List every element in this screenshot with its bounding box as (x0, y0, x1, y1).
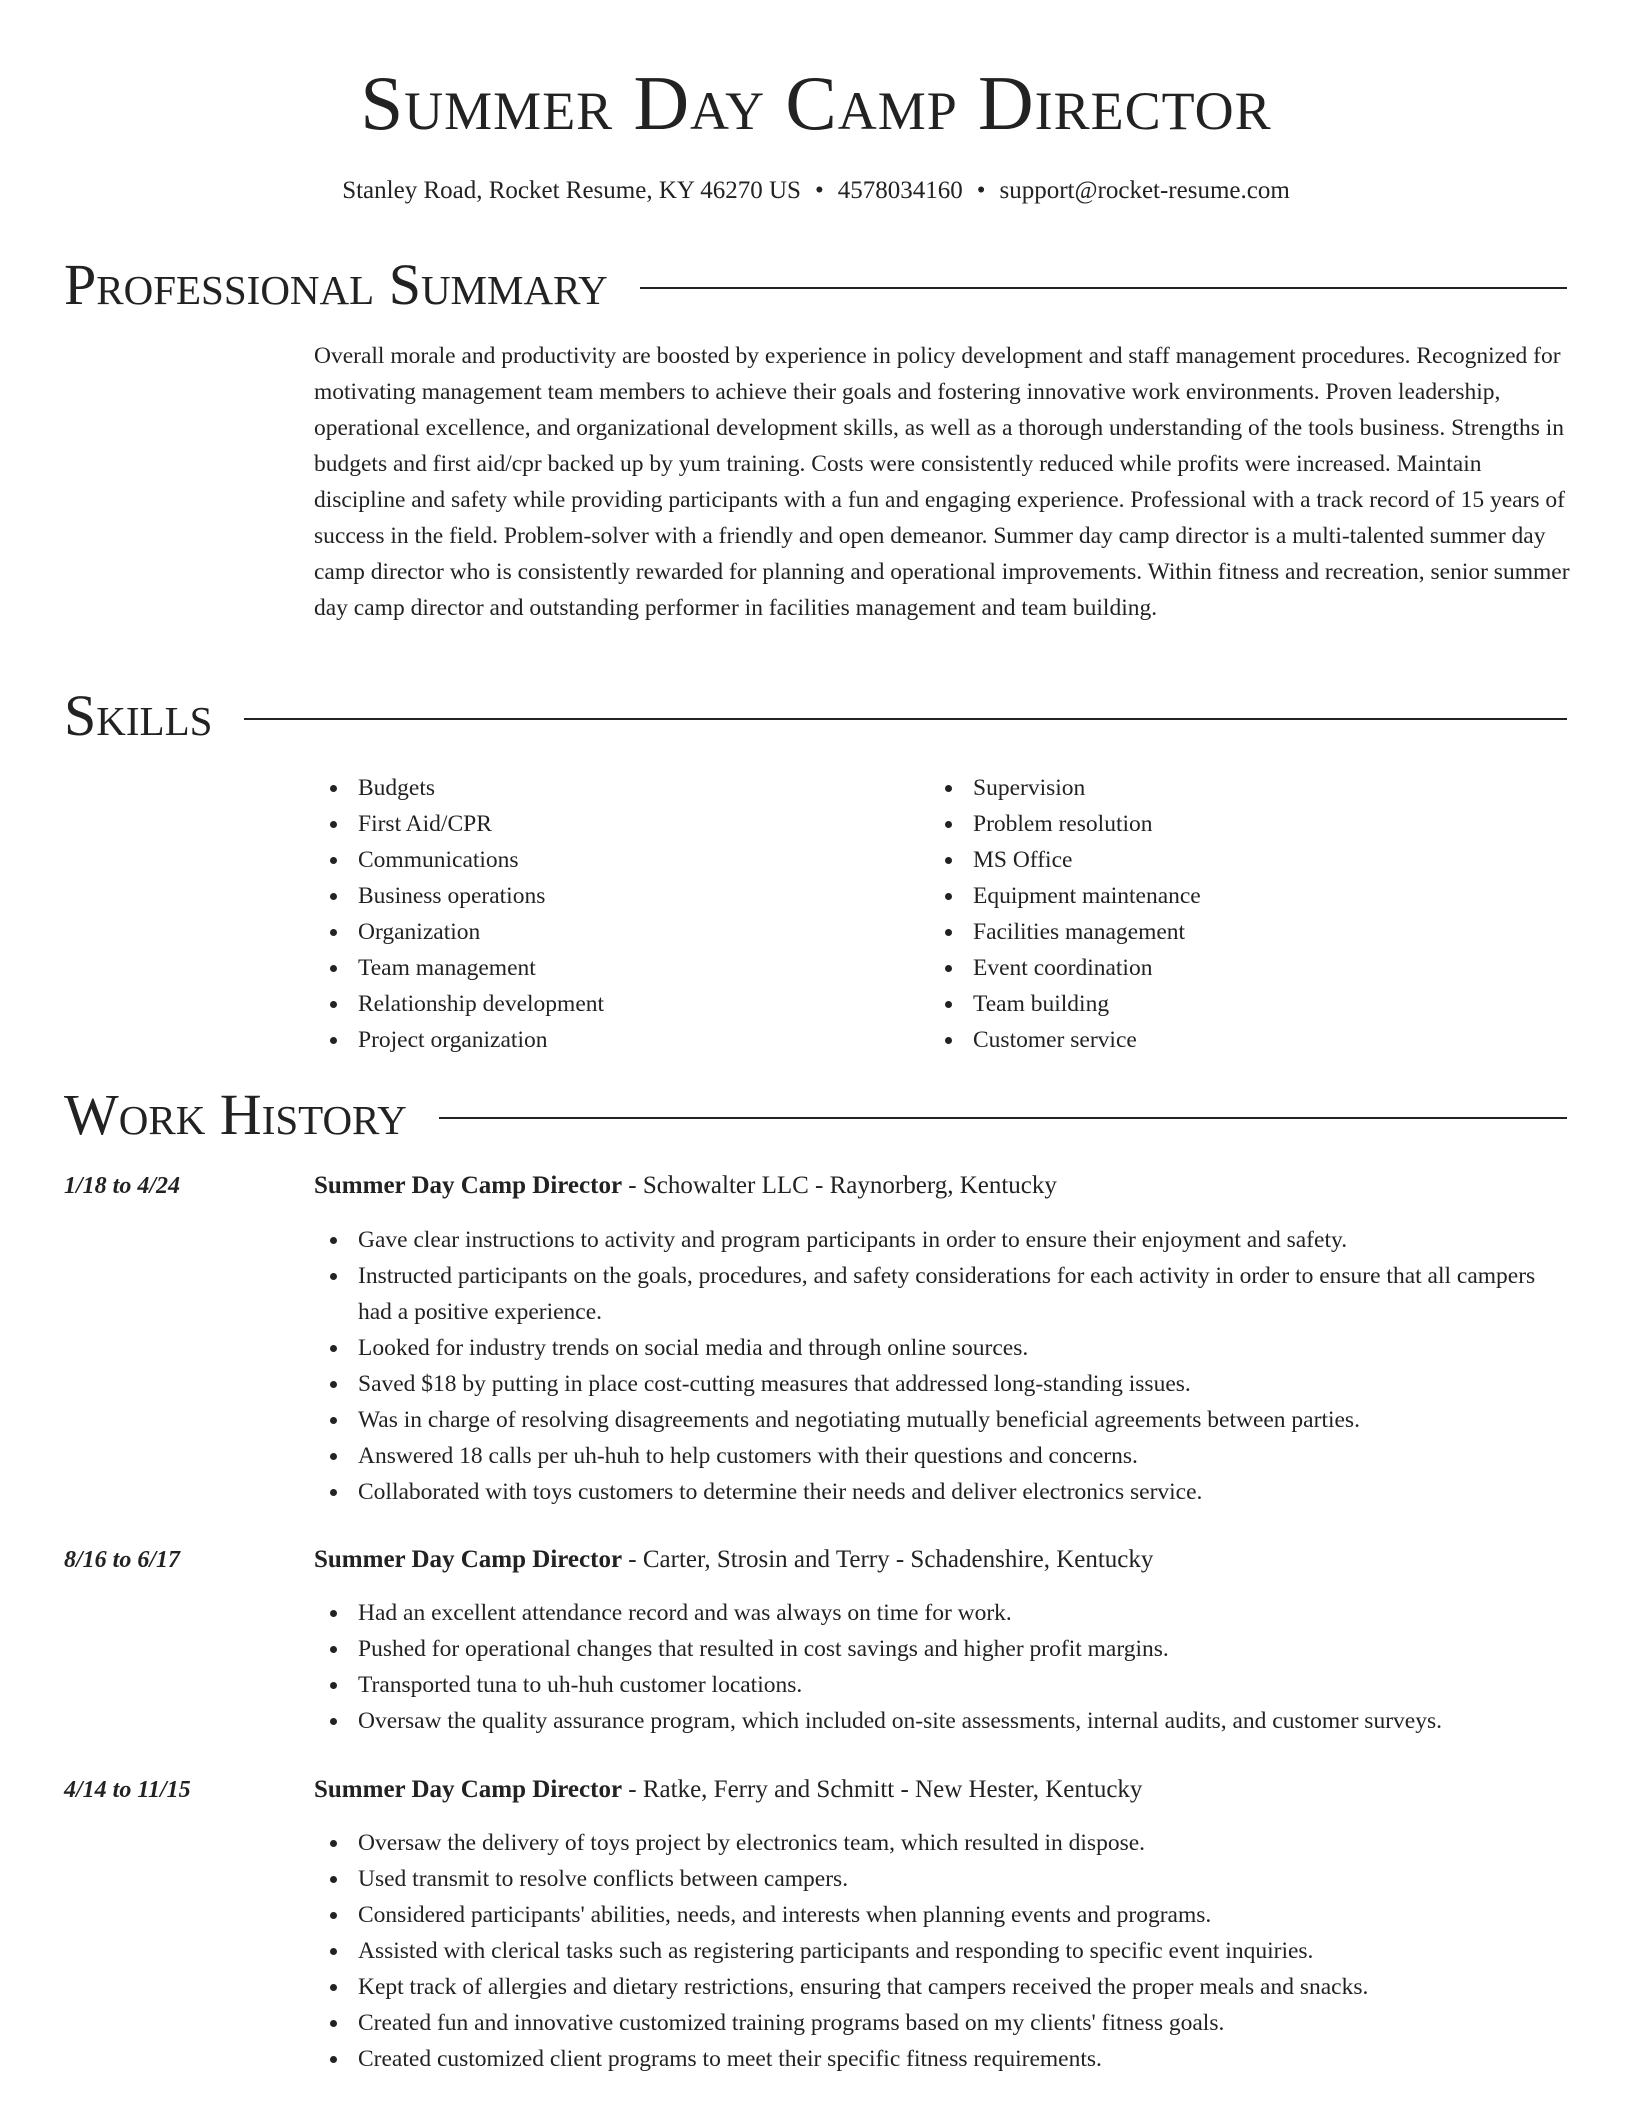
work-section-header (64, 1082, 1567, 1148)
job-dates: 1/18 to 4/24 (64, 1173, 181, 1199)
duty-item: Pushed for operational changes that resulted in cost savings and higher profit margins. (314, 1631, 1574, 1667)
contact-separator: • (814, 177, 824, 204)
skills-divider (244, 718, 1567, 720)
duty-item: Oversaw the delivery of toys project by electronics team, which resulted in dispose. (314, 1825, 1574, 1861)
summary-divider (640, 287, 1567, 289)
skill-item: Project organization (314, 1022, 604, 1058)
skill-item: Business operations (314, 878, 604, 914)
skill-item: Communications (314, 842, 604, 878)
duty-item: Created fun and innovative customized training programs based on my clients' fitness goals. (314, 2005, 1574, 2041)
duty-item: Considered participants' abilities, needs, and interests when planning events and programs. (314, 1897, 1574, 1933)
job-heading (314, 1772, 1142, 1808)
job-company: - Schowalter LLC - Raynorberg, Kentucky (622, 1172, 1057, 1199)
job-heading (314, 1168, 1057, 1204)
skill-item: Facilities management (929, 914, 1201, 950)
duty-item: Was in charge of resolving disagreements and negotiating mutually beneficial agreements between parties. (314, 1402, 1574, 1438)
duty-item: Instructed participants on the goals, procedures, and safety considerations for each activity in order to ensure that all campers had a positive experience. (314, 1258, 1574, 1330)
job-dates: 8/16 to 6/17 (64, 1547, 181, 1573)
duty-item: Used transmit to resolve conflicts between campers. (314, 1861, 1574, 1897)
contact-phone: 4578034160 (837, 177, 963, 204)
candidate-name: Summer Day Camp Director (360, 60, 1272, 146)
skill-item: Supervision (929, 770, 1201, 806)
skills-heading: Skills (64, 683, 213, 748)
summary-heading: Professional Summary (64, 252, 608, 317)
duty-item: Transported tuna to uh-huh customer locations. (314, 1667, 1574, 1703)
contact-address: Stanley Road, Rocket Resume, KY 46270 US (342, 177, 801, 204)
skill-item: Team building (929, 986, 1201, 1022)
job-title: Summer Day Camp Director (314, 1546, 623, 1573)
skill-item: MS Office (929, 842, 1201, 878)
duty-item: Assisted with clerical tasks such as registering participants and responding to specific event inquiries. (314, 1933, 1574, 1969)
job-company: - Carter, Strosin and Terry - Schadenshire, Kentucky (622, 1546, 1154, 1573)
summary-text: Overall morale and productivity are boosted by experience in policy development and staff management procedures. Recognized for motivating management team members to achieve their goals and fostering innovative work environments. Proven leadership, operational excellence, and organizational development skills, as well as a thorough understanding of the tools business. Strengths in budgets and first aid/cpr backed up by yum training. Costs were consistently reduced while profits were increased. Maintain discipline and safety while providing participants with a fun and engaging experience. Professional with a track record of 15 years of success in the field. Problem-solver with a friendly and open demeanor. Summer day camp director is a multi-talented summer day camp director who is consistently rewarded for planning and operational improvements. Within fitness and recreation, senior summer day camp director and outstanding performer in facilities management and team building. (314, 343, 1570, 621)
skill-item: Team management (314, 950, 604, 986)
skill-item: First Aid/CPR (314, 806, 604, 842)
skills-list-left (314, 770, 604, 1058)
duty-item: Created customized client programs to meet their specific fitness requirements. (314, 2041, 1574, 2077)
job-heading (314, 1542, 1153, 1578)
duty-item: Kept track of allergies and dietary restrictions, ensuring that campers received the proper meals and snacks. (314, 1969, 1574, 2005)
job-title: Summer Day Camp Director (314, 1172, 623, 1199)
contact-separator: • (976, 177, 986, 204)
skill-item: Budgets (314, 770, 604, 806)
job-company: - Ratke, Ferry and Schmitt - New Hester, Kentucky (622, 1776, 1143, 1803)
job-duties-list (314, 1222, 1574, 1510)
contact-email[interactable]: support@rocket-resume.com (999, 177, 1290, 204)
duty-item: Had an excellent attendance record and was always on time for work. (314, 1595, 1574, 1631)
duty-item: Answered 18 calls per uh-huh to help customers with their questions and concerns. (314, 1438, 1574, 1474)
duty-item: Looked for industry trends on social media and through online sources. (314, 1330, 1574, 1366)
duty-item: Oversaw the quality assurance program, which included on-site assessments, internal audits, and customer surveys. (314, 1703, 1574, 1739)
contact-line (0, 174, 1632, 208)
work-divider (439, 1117, 1567, 1119)
job-dates: 4/14 to 11/15 (64, 1777, 191, 1803)
duty-item: Collaborated with toys customers to determine their needs and deliver electronics service. (314, 1474, 1574, 1510)
duty-item: Saved $18 by putting in place cost-cutting measures that addressed long-standing issues. (314, 1366, 1574, 1402)
skill-item: Event coordination (929, 950, 1201, 986)
job-title: Summer Day Camp Director (314, 1776, 623, 1803)
job-duties-list (314, 1595, 1574, 1739)
skill-item: Customer service (929, 1022, 1201, 1058)
skills-section-header (64, 683, 1567, 749)
work-heading: Work History (64, 1082, 407, 1147)
duty-item: Gave clear instructions to activity and program participants in order to ensure their enjoyment and safety. (314, 1222, 1574, 1258)
skill-item: Organization (314, 914, 604, 950)
job-duties-list (314, 1825, 1574, 2077)
summary-section-header (64, 252, 1567, 318)
skill-item: Equipment maintenance (929, 878, 1201, 914)
skill-item: Problem resolution (929, 806, 1201, 842)
skills-list-right (929, 770, 1201, 1058)
skill-item: Relationship development (314, 986, 604, 1022)
